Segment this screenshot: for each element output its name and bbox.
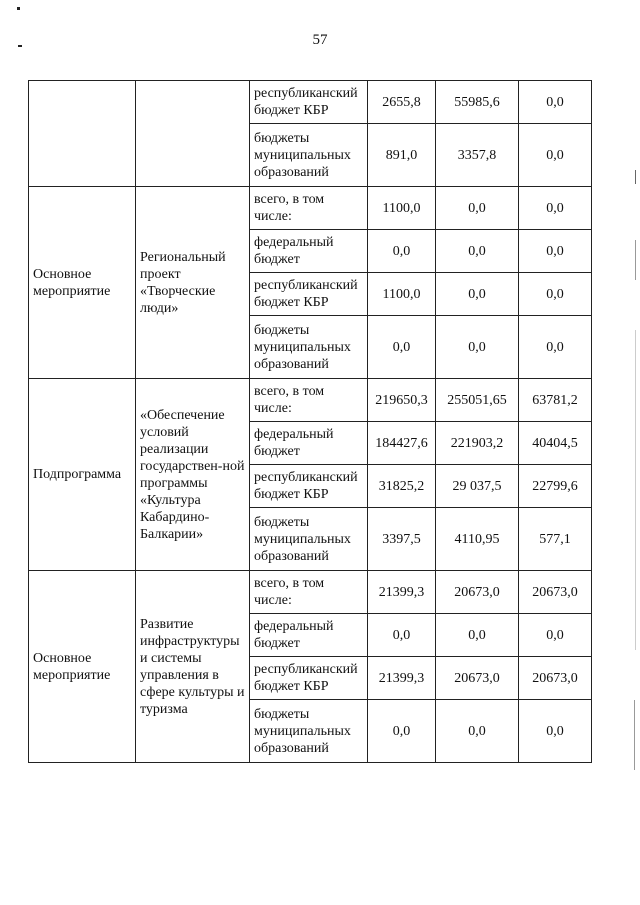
funding-source-cell: федеральный бюджет <box>250 230 368 273</box>
value-cell: 0,0 <box>368 614 436 657</box>
funding-source-cell: всего, в том числе: <box>250 187 368 230</box>
value-cell: 219650,3 <box>368 379 436 422</box>
scan-edge-line <box>635 240 636 280</box>
measure-type-cell: Основное мероприятие <box>29 187 136 379</box>
value-cell: 0,0 <box>368 316 436 379</box>
value-cell: 63781,2 <box>519 379 592 422</box>
measure-name-cell: «Обеспечение условий реализации государствен-ной программы «Культура Кабардино-Балкарии» <box>136 379 250 571</box>
value-cell: 1100,0 <box>368 273 436 316</box>
value-cell: 20673,0 <box>436 657 519 700</box>
value-cell: 0,0 <box>519 316 592 379</box>
table-row <box>29 571 592 614</box>
funding-source-cell: республиканский бюджет КБР <box>250 465 368 508</box>
value-cell: 1100,0 <box>368 187 436 230</box>
measure-type-cell: Подпрограмма <box>29 379 136 571</box>
value-cell: 184427,6 <box>368 422 436 465</box>
measure-name-cell: Региональный проект «Творческие люди» <box>136 187 250 379</box>
value-cell: 0,0 <box>436 614 519 657</box>
funding-source-cell: бюджеты муниципальных образований <box>250 700 368 763</box>
value-cell: 0,0 <box>519 81 592 124</box>
funding-source-cell: республиканский бюджет КБР <box>250 273 368 316</box>
funding-source-cell: республиканский бюджет КБР <box>250 657 368 700</box>
funding-source-cell: всего, в том числе: <box>250 379 368 422</box>
value-cell: 22799,6 <box>519 465 592 508</box>
value-cell: 0,0 <box>519 230 592 273</box>
scan-edge-line <box>635 170 636 184</box>
value-cell: 0,0 <box>436 187 519 230</box>
value-cell: 0,0 <box>519 273 592 316</box>
value-cell: 0,0 <box>368 700 436 763</box>
measure-name-cell <box>136 81 250 187</box>
value-cell: 40404,5 <box>519 422 592 465</box>
funding-source-cell: республиканский бюджет КБР <box>250 81 368 124</box>
value-cell: 21399,3 <box>368 571 436 614</box>
value-cell: 21399,3 <box>368 657 436 700</box>
funding-source-cell: федеральный бюджет <box>250 422 368 465</box>
value-cell: 577,1 <box>519 508 592 571</box>
value-cell: 4110,95 <box>436 508 519 571</box>
value-cell: 0,0 <box>436 316 519 379</box>
scan-speck <box>17 7 20 10</box>
table-row <box>29 81 592 124</box>
table-row <box>29 187 592 230</box>
value-cell: 0,0 <box>368 230 436 273</box>
funding-source-cell: бюджеты муниципальных образований <box>250 316 368 379</box>
value-cell: 0,0 <box>436 700 519 763</box>
table-row <box>29 379 592 422</box>
value-cell: 0,0 <box>519 124 592 187</box>
value-cell: 0,0 <box>519 614 592 657</box>
measure-type-cell <box>29 81 136 187</box>
funding-table <box>28 80 592 763</box>
measure-type-cell: Основное мероприятие <box>29 571 136 763</box>
value-cell: 20673,0 <box>519 571 592 614</box>
value-cell: 20673,0 <box>519 657 592 700</box>
value-cell: 891,0 <box>368 124 436 187</box>
value-cell: 20673,0 <box>436 571 519 614</box>
value-cell: 0,0 <box>519 187 592 230</box>
value-cell: 0,0 <box>519 700 592 763</box>
value-cell: 0,0 <box>436 230 519 273</box>
funding-source-cell: бюджеты муниципальных образований <box>250 124 368 187</box>
scan-edge-line <box>635 330 636 650</box>
value-cell: 29 037,5 <box>436 465 519 508</box>
value-cell: 255051,65 <box>436 379 519 422</box>
scan-edge-line <box>634 700 635 770</box>
funding-source-cell: всего, в том числе: <box>250 571 368 614</box>
page-number: 57 <box>312 32 328 48</box>
value-cell: 3357,8 <box>436 124 519 187</box>
measure-name-cell: Развитие инфраструктуры и системы управления в сфере культуры и туризма <box>136 571 250 763</box>
value-cell: 2655,8 <box>368 81 436 124</box>
value-cell: 0,0 <box>436 273 519 316</box>
funding-source-cell: бюджеты муниципальных образований <box>250 508 368 571</box>
funding-source-cell: федеральный бюджет <box>250 614 368 657</box>
value-cell: 55985,6 <box>436 81 519 124</box>
value-cell: 221903,2 <box>436 422 519 465</box>
value-cell: 31825,2 <box>368 465 436 508</box>
value-cell: 3397,5 <box>368 508 436 571</box>
